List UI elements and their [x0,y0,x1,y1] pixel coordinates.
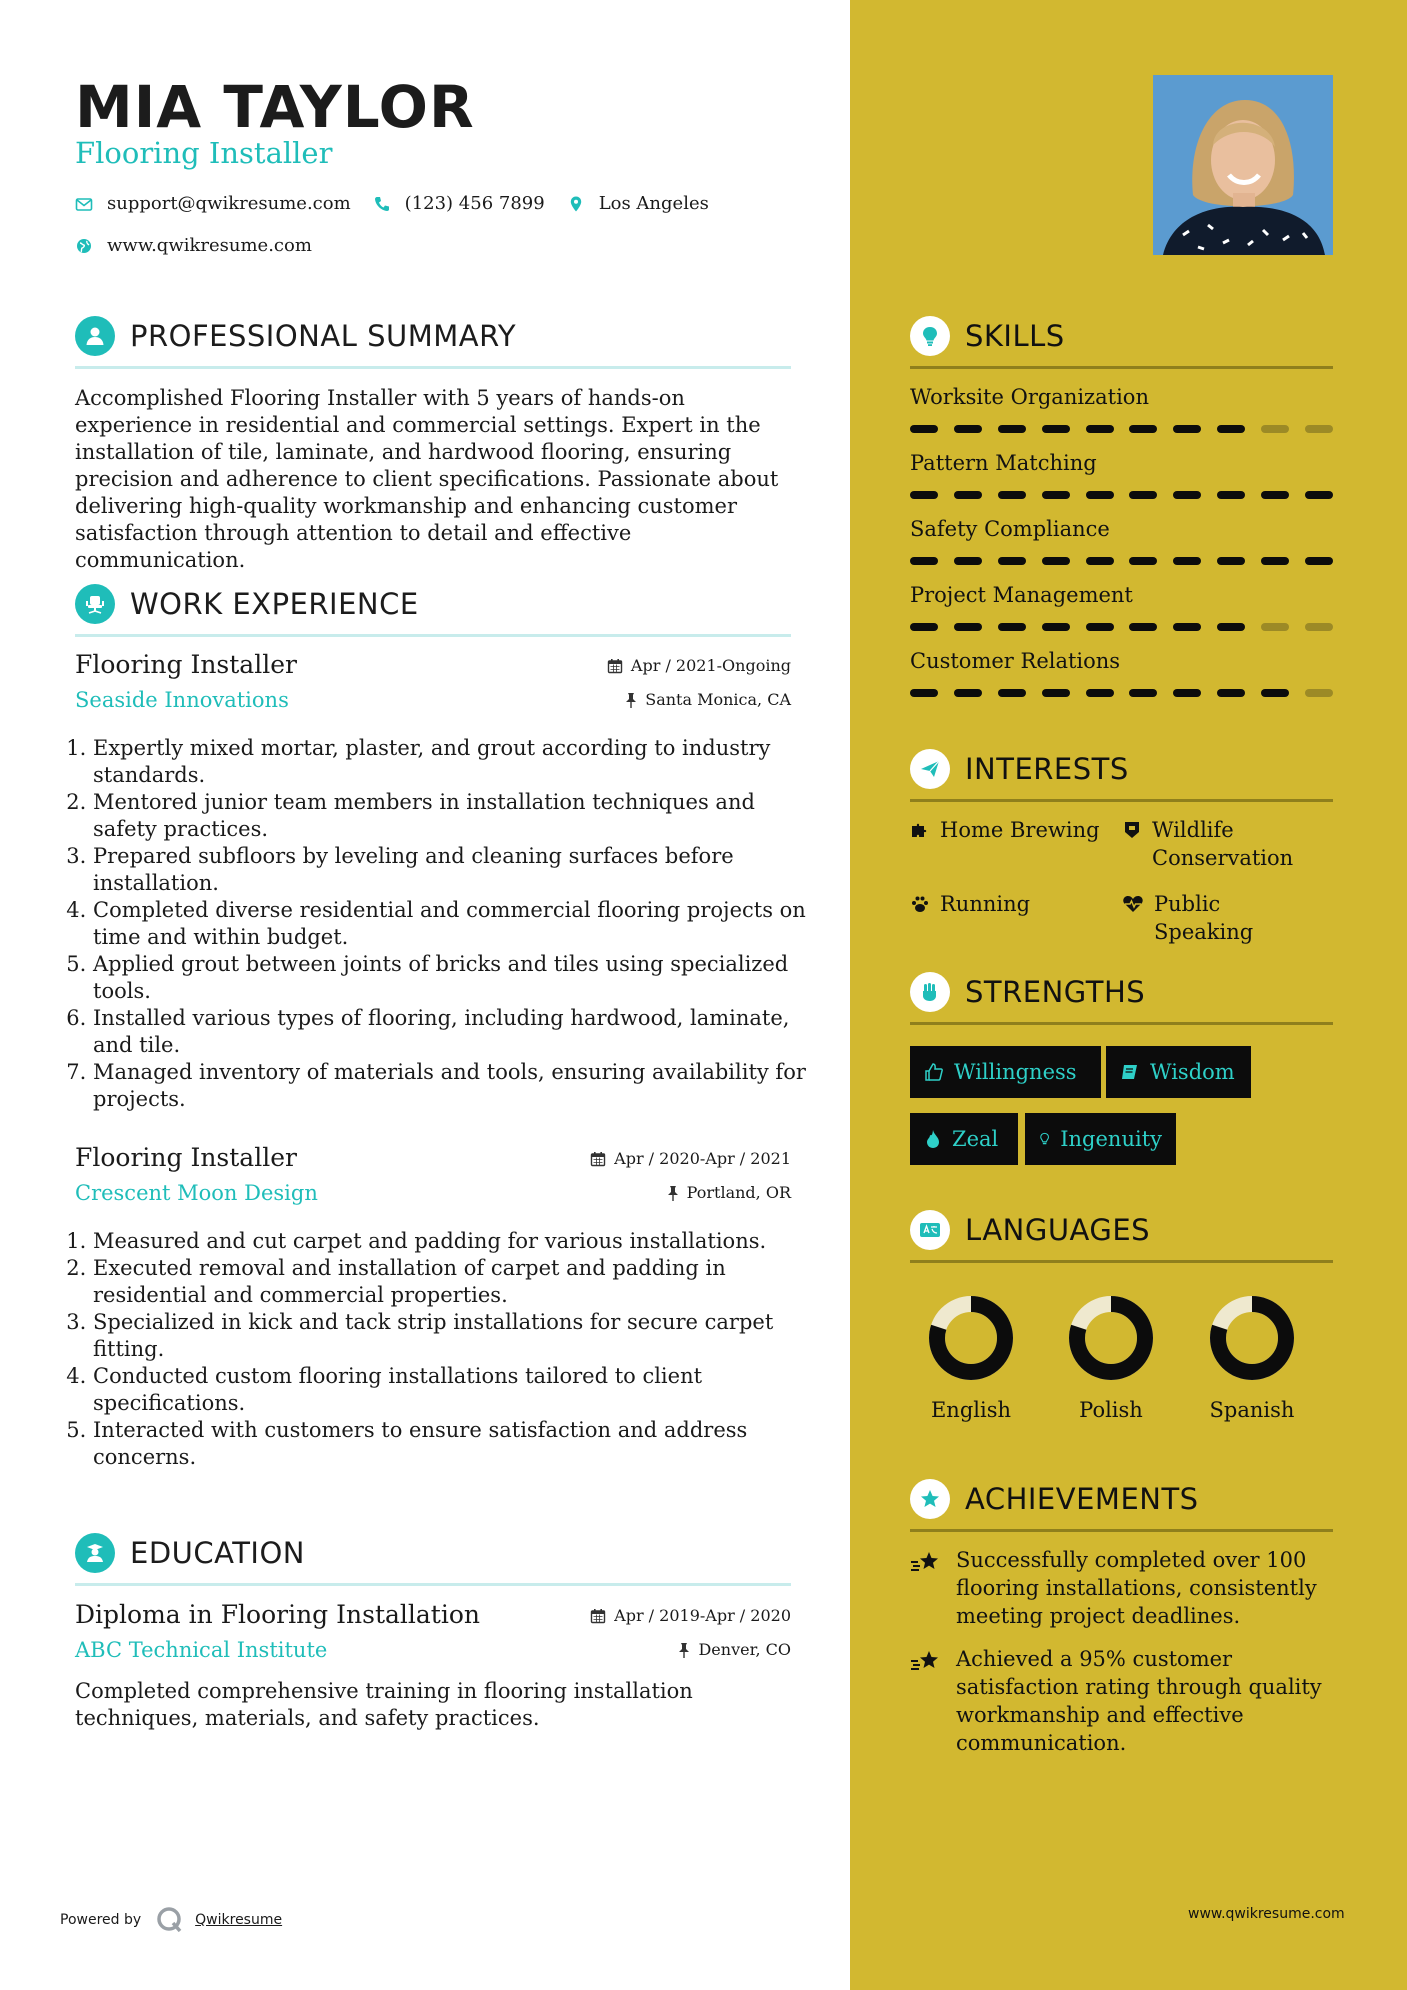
puzzle-icon [910,820,930,840]
education-entry [75,1600,791,1740]
job-location-text: Santa Monica, CA [645,690,791,709]
language-name: Polish [1079,1398,1143,1422]
skill-dash-filled [1173,623,1201,631]
interests-section-header [910,749,1333,809]
translate-icon [910,1210,950,1250]
skill-dash-empty [1261,425,1289,433]
shooting-star-icon [910,1550,942,1576]
education-description: Completed comprehensive training in flooring installation techniques, materials, and safety practices. [75,1679,693,1730]
lightbulb-outline-icon [1039,1129,1050,1149]
job-dates-text: Apr / 2021-Ongoing [630,656,791,675]
strength-tag [910,1046,1101,1098]
star-icon [910,1479,950,1519]
summary-section-header [75,316,791,366]
qwikresume-link[interactable]: Qwikresume [195,1912,283,1928]
job-bullets [75,735,809,1113]
raised-fist-icon [910,972,950,1012]
language-item [1192,1290,1312,1422]
language-item [911,1290,1031,1422]
strengths-heading: STRENGTHS [965,975,1146,1009]
skill-dash-filled [998,557,1026,565]
skill-dash-filled [998,491,1026,499]
skill-dash-filled [1086,425,1114,433]
skill-item [910,647,1333,675]
phone-icon [373,195,391,213]
skill-dash-filled [954,557,982,565]
interest-item [1122,890,1322,946]
achievement-item [910,1546,1333,1630]
skill-dash-filled [1173,425,1201,433]
list-item: 4. Completed diverse residential and commercial flooring projects on time and within budget. [93,897,809,951]
candidate-title: Flooring Installer [75,136,333,170]
skill-dash-filled [1305,491,1333,499]
strength-tag [1106,1046,1251,1098]
achievements-heading: ACHIEVEMENTS [965,1482,1199,1516]
interests-heading: INTERESTS [965,752,1129,786]
skill-dash-filled [998,623,1026,631]
book-icon [1120,1062,1140,1082]
calendar-icon [590,1151,606,1167]
pushpin-icon [625,692,637,708]
strengths-section-header [910,972,1333,1032]
skill-dash-filled [998,689,1026,697]
interest-label: Running [940,892,1031,916]
list-item: 3. Prepared subfloors by leveling and cleaning surfaces before installation. [93,843,809,897]
list-item: 3. Specialized in kick and tack strip installations for secure carpet fitting. [93,1309,809,1363]
list-item: 5. Interacted with customers to ensure satisfaction and address concerns. [93,1417,809,1471]
list-item: 6. Installed various types of flooring, including hardwood, laminate, and tile. [93,1005,809,1059]
education-heading: EDUCATION [130,1536,306,1570]
skill-dash-filled [910,557,938,565]
skill-dash-filled [1086,491,1114,499]
languages-heading: LANGUAGES [965,1213,1151,1247]
job-location [625,690,791,709]
section-divider [75,366,791,369]
degree-title: Diploma in Flooring Installation [75,1600,480,1629]
strength-label: Willingness [954,1060,1077,1084]
footer-website[interactable]: www.qwikresume.com [1188,1906,1345,1922]
education-location-text: Denver, CO [698,1640,791,1659]
skill-item [910,383,1333,411]
candidate-name: MIA TAYLOR [75,73,475,141]
job-dates [607,656,791,675]
skill-dash-filled [1086,689,1114,697]
office-chair-icon [75,584,115,624]
job-dates-text: Apr / 2020-Apr / 2021 [614,1149,791,1168]
achievement-item [910,1645,1333,1757]
education-dates-text: Apr / 2019-Apr / 2020 [614,1606,791,1625]
interest-item [910,890,1110,918]
skill-dash-filled [1042,557,1070,565]
skill-name: Pattern Matching [910,451,1097,475]
list-item: 7. Managed inventory of materials and tools, ensuring availability for projects. [93,1059,809,1113]
skill-dash-filled [1129,425,1157,433]
section-divider [910,366,1333,369]
skill-name: Safety Compliance [910,517,1110,541]
skill-dash-filled [1129,557,1157,565]
job-entry [75,1143,791,1483]
job-company: Seaside Innovations [75,688,289,712]
skill-item [910,581,1333,609]
profile-photo [1153,75,1333,255]
job-dates [590,1149,791,1168]
location-text: Los Angeles [598,193,709,214]
skill-dash-filled [910,491,938,499]
section-divider [910,1260,1333,1263]
achievement-text: Successfully completed over 100 flooring installations, consistently meeting project deadlines. [956,1548,1317,1628]
skill-dash-filled [1217,689,1245,697]
skill-dash-filled [1173,689,1201,697]
section-divider [910,799,1333,802]
summary-heading: PROFESSIONAL SUMMARY [130,319,517,353]
skill-dash-filled [1261,557,1289,565]
education-dates [590,1606,791,1625]
skill-dash-empty [1305,623,1333,631]
paw-icon [910,894,930,914]
globe-icon [75,237,93,255]
job-location-text: Portland, OR [686,1183,791,1202]
skill-dash-filled [954,491,982,499]
thumbs-up-icon [924,1062,944,1082]
list-item: 2. Executed removal and installation of carpet and padding in residential and commercial properties. [93,1255,809,1309]
skill-name: Worksite Organization [910,385,1149,409]
lightbulb-icon [910,316,950,356]
interest-item [910,816,1110,844]
skill-dash-filled [910,623,938,631]
achievements-section-header [910,1479,1333,1539]
skill-dash-filled [998,425,1026,433]
job-location [667,1183,791,1202]
section-divider [910,1529,1333,1532]
language-name: English [930,1398,1012,1422]
skills-section-header [910,316,1333,376]
languages-section-header [910,1210,1333,1270]
summary-text: Accomplished Flooring Installer with 5 years of hands-on experience in residential and commercial settings. Expert in the installation of tile, laminate, and hardwood flooring, ensuring precision and adherence to client specifications. Passionate about delivering high-quality workmanship and enhancing customer satisfaction through attention to detail and effective communication. [75,386,779,572]
powered-by-label: Powered by [60,1912,142,1928]
location-pin-icon [567,195,585,213]
skill-item [910,449,1333,477]
strength-label: Wisdom [1150,1060,1235,1084]
graduate-icon [75,1533,115,1573]
job-bullets [75,1228,809,1471]
calendar-icon [607,658,623,674]
skill-dash-empty [1305,425,1333,433]
list-item: 4. Conducted custom flooring installations tailored to client specifications. [93,1363,809,1417]
shooting-star-icon [910,1649,942,1675]
skill-meter [910,689,1333,697]
heartbeat-icon [1122,894,1144,914]
pushpin-icon [678,1642,690,1658]
website-row [75,235,334,256]
list-item: 1. Expertly mixed mortar, plaster, and grout according to industry standards. [93,735,809,789]
website-link[interactable]: www.qwikresume.com [107,235,312,256]
skill-dash-empty [1261,623,1289,631]
achievement-text: Achieved a 95% customer satisfaction rating through quality workmanship and effective communication. [956,1647,1322,1755]
skill-dash-filled [1305,557,1333,565]
skill-dash-filled [1042,425,1070,433]
calendar-icon [590,1608,606,1624]
strength-label: Ingenuity [1060,1127,1162,1151]
job-title: Flooring Installer [75,650,297,679]
skill-dash-filled [1086,557,1114,565]
skill-item [910,515,1333,543]
skill-dash-filled [1086,623,1114,631]
skill-meter [910,491,1333,499]
experience-section-header [75,584,791,634]
language-item [1051,1290,1171,1422]
language-name: Spanish [1209,1398,1295,1422]
qwikresume-logo-icon [155,1905,185,1935]
skill-dash-filled [1129,623,1157,631]
flame-icon [924,1129,942,1149]
skill-meter [910,557,1333,565]
interest-item [1122,816,1312,872]
email-icon [75,195,93,213]
skill-dash-filled [1042,689,1070,697]
strength-label: Zeal [952,1127,999,1151]
school-name: ABC Technical Institute [75,1638,328,1662]
skill-dash-filled [1129,689,1157,697]
person-icon [75,316,115,356]
section-divider [75,1583,791,1586]
skill-dash-filled [1217,491,1245,499]
skill-dash-filled [1261,491,1289,499]
skills-heading: SKILLS [965,319,1065,353]
list-item: 5. Applied grout between joints of bricks and tiles using specialized tools. [93,951,809,1005]
skill-meter [910,425,1333,433]
sidebar [850,0,1407,1990]
skill-dash-filled [1217,557,1245,565]
interest-label: Wildlife Conservation [1152,818,1294,870]
skill-dash-empty [1305,689,1333,697]
skill-dash-filled [1173,491,1201,499]
leaf-shield-icon [1122,820,1142,840]
skill-dash-filled [1217,425,1245,433]
skill-name: Customer Relations [910,649,1121,673]
language-donut [1204,1290,1300,1386]
list-item: 1. Measured and cut carpet and padding for various installations. [93,1228,809,1255]
pushpin-icon [667,1185,679,1201]
powered-by [60,1905,282,1935]
language-donut [1063,1290,1159,1386]
strength-tag [910,1113,1018,1165]
skill-dash-filled [954,425,982,433]
skill-dash-filled [1261,689,1289,697]
education-section-header [75,1533,791,1583]
skill-dash-filled [910,425,938,433]
interest-label: Public Speaking [1154,892,1254,944]
interest-label: Home Brewing [940,818,1100,842]
education-location [678,1640,791,1659]
paper-plane-icon [910,749,950,789]
skill-dash-filled [1129,491,1157,499]
skill-dash-filled [1173,557,1201,565]
job-company: Crescent Moon Design [75,1181,318,1205]
strength-tag [1025,1113,1176,1165]
phone-text[interactable]: (123) 456 7899 [404,193,545,214]
job-title: Flooring Installer [75,1143,297,1172]
job-entry [75,650,806,1120]
skill-dash-filled [1042,491,1070,499]
skill-meter [910,623,1333,631]
list-item: 2. Mentored junior team members in installation techniques and safety practices. [93,789,809,843]
experience-heading: WORK EXPERIENCE [130,587,419,621]
skill-dash-filled [954,689,982,697]
skill-name: Project Management [910,583,1133,607]
skill-dash-filled [1042,623,1070,631]
language-donut [923,1290,1019,1386]
section-divider [910,1022,1333,1025]
skill-dash-filled [1217,623,1245,631]
email-link[interactable]: support@qwikresume.com [107,193,351,214]
contact-row [75,193,731,214]
skill-dash-filled [954,623,982,631]
section-divider [75,634,791,637]
skill-dash-filled [910,689,938,697]
